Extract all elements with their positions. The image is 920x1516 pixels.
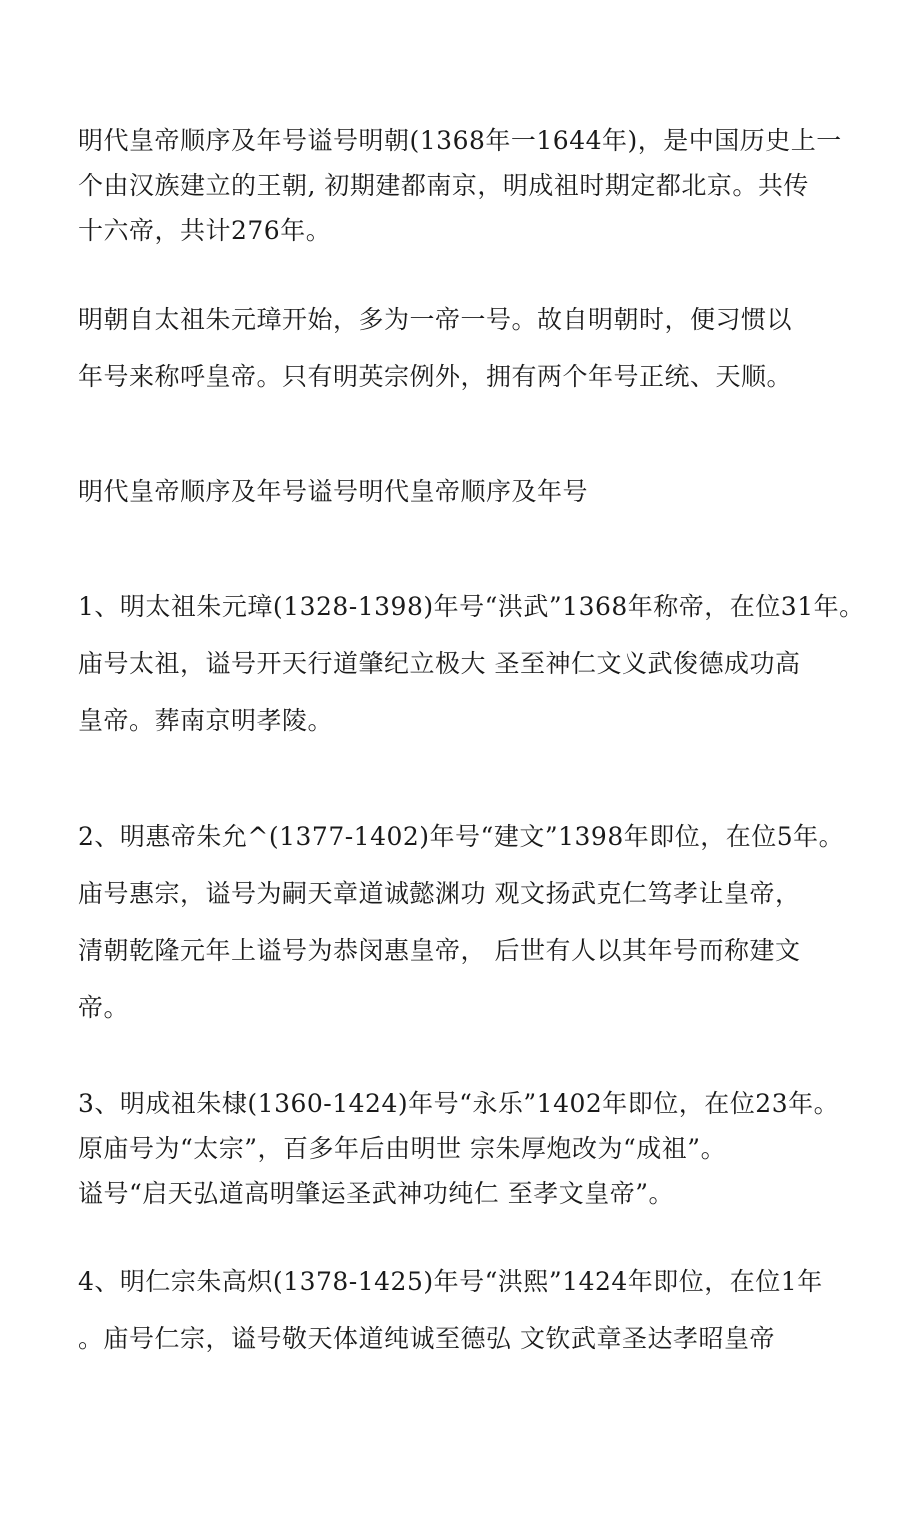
text-line: 帝。 — [78, 993, 130, 1022]
text-line: 2、明惠帝朱允^(1377-1402)年号“建文”1398年即位，在位5年。 — [78, 822, 845, 851]
text-line: 谥号“启天弘道高明肇运圣武神功纯仁 至孝文皇帝”。 — [78, 1179, 675, 1208]
text-line: 明朝自太祖朱元璋开始，多为一帝一号。故自明朝时，便习惯以 — [78, 305, 793, 334]
emperor-entry-2 — [78, 808, 858, 1036]
text-line: 皇帝。葬南京明孝陵。 — [78, 706, 334, 735]
text-line: 4、明仁宗朱高炽(1378-1425)年号“洪熙”1424年即位，在位1年 — [78, 1267, 823, 1296]
emperor-entry-3 — [78, 1081, 858, 1216]
section-heading — [78, 463, 858, 520]
text-line: 个由汉族建立的王朝, 初期建都南京，明成祖时期定都北京。共传 — [78, 171, 809, 200]
era-name-paragraph — [78, 291, 858, 405]
text-line: 庙号惠宗，谥号为嗣天章道诚懿渊功 观文扬武克仁笃孝让皇帝， — [78, 879, 801, 908]
text-line: 明代皇帝顺序及年号谥号明朝(1368年一1644年)，是中国历史上一 — [78, 126, 842, 155]
emperor-entry-4 — [78, 1253, 858, 1367]
text-line: 。庙号仁宗，谥号敬天体道纯诚至德弘 文钦武章圣达孝昭皇帝 — [78, 1324, 775, 1353]
text-line: 明代皇帝顺序及年号谥号明代皇帝顺序及年号 — [78, 477, 589, 506]
text-line: 清朝乾隆元年上谥号为恭闵惠皇帝， 后世有人以其年号而称建文 — [78, 936, 801, 965]
text-line: 十六帝，共计276年。 — [78, 216, 332, 245]
text-line: 1、明太祖朱元璋(1328-1398)年号“洪武”1368年称帝，在位31年。 — [78, 592, 865, 621]
emperor-entry-1 — [78, 578, 865, 749]
text-line: 年号来称呼皇帝。只有明英宗例外，拥有两个年号正统、天顺。 — [78, 362, 793, 391]
text-line: 3、明成祖朱棣(1360-1424)年号“永乐”1402年即位，在位23年。 — [78, 1089, 840, 1118]
intro-paragraph — [78, 118, 858, 253]
text-line: 庙号太祖，谥号开天行道肇纪立极大 圣至神仁文义武俊德成功高 — [78, 649, 801, 678]
text-line: 原庙号为“太宗”，百多年后由明世 宗朱厚炮改为“成祖”。 — [78, 1134, 727, 1163]
